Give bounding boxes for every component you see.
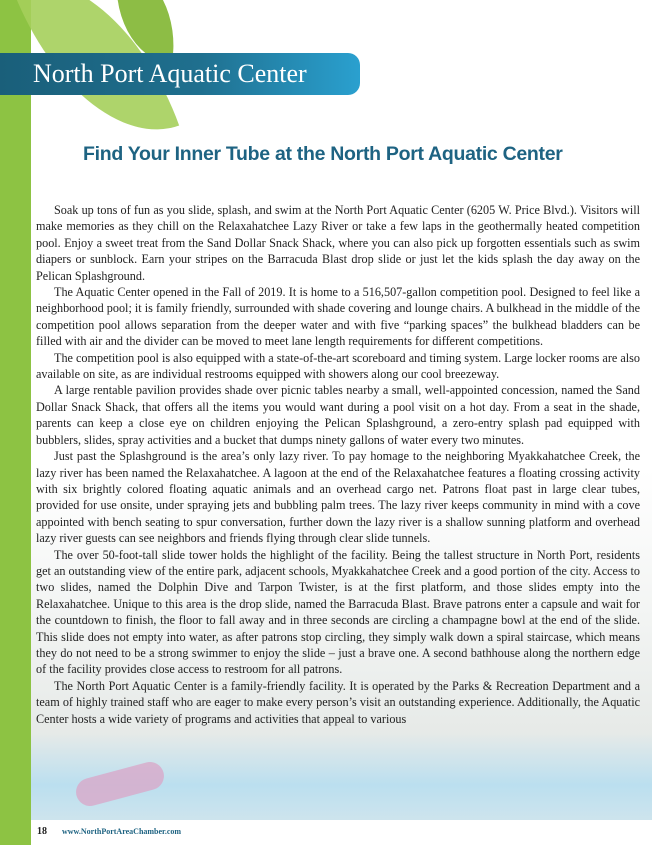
paragraph: Just past the Splashground is the area’s only lazy river. To pay homage to the neighboring Myakkahatchee Creek, the lazy river has been named the Relaxahatchee. A lagoon at the end of the Relaxahatchee features a floating crossing activity with six brightly colored floating aquatic animals and an overhead cargo net. Patrons float past in large clear tubes, provided for use onsite, under spraying jets and bubbling palm trees. The lazy river keeps community in mind with a cove appointed with bench seating to spur conversation, further down the lazy river is a shallow sunning platform and overhead lazy river guests can see neighbors and friends flying through clear slide tunnels. xyxy=(36,449,640,546)
paragraph: The North Port Aquatic Center is a family-friendly facility. It is operated by the Parks & Recreation Department and a team of highly trained staff who are eager to make every person’s visit an outstanding experience. Additionally, the Aquatic Center hosts a wide variety of programs and activities that appeal to various xyxy=(36,678,640,726)
article-title: Find Your Inner Tube at the North Port Aquatic Center xyxy=(83,143,563,165)
green-side-bar xyxy=(0,0,31,845)
paragraph: The Aquatic Center opened in the Fall of 2019. It is home to a 516,507-gallon competition pool. Designed to feel like a neighborhood pool; it is family friendly, surrounded with shade covering and lounge chairs. A bulkhead in the middle of the competition pool allows separation from the deeper water and with five “parking spaces” the bulkhead bladders can be filled with air and the divider can be moved to meet lane length requirements for different competitions. xyxy=(36,285,640,349)
footer-url: www.NorthPortAreaChamber.com xyxy=(62,827,182,836)
paragraph: The over 50-foot-tall slide tower holds the highlight of the facility. Being the tallest structure in North Port, residents get an outstanding view of the entire park, adjacent schools, Myakkahatchee Creek and a good portion of the city. Access to two slides, named the Dolphin Dive and Tarpon Twister, is at the first platform, and those slides empty into the Relaxahatchee. Unique to this area is the drop slide, named the Barracuda Blast. Brave patrons enter a capsule and wait for the countdown to finish, the floor to fall away and in three seconds are circling a champagne bowl at the end of the slide. This slide does not empty into water, as after patrons stop circling, they simply walk down a spiral staircase, which means they do not need to be a strong swimmer to enjoy the slide – just a brave one. A second bathhouse along the northern edge of the facility provides close access to restroom for all patrons. xyxy=(36,547,640,677)
page-number: 18 xyxy=(37,826,47,837)
article-body xyxy=(36,202,640,727)
banner-title: North Port Aquatic Center xyxy=(33,59,307,88)
paragraph: The competition pool is also equipped with a state-of-the-art scoreboard and timing system. Large locker rooms are also available on site, as are individual restrooms equipped with showers along our cool breezeway. xyxy=(36,350,640,382)
paragraph: Soak up tons of fun as you slide, splash, and swim at the North Port Aquatic Center (6205 W. Price Blvd.). Visitors will make memories as they chill on the Relaxahatchee Lazy River or take a few laps in the geothermally heated competition pool. Enjoy a sweet treat from the Sand Dollar Snack Shack, where you can also pick up forgotten essentials such as swim diapers or sunblock. Earn your stripes on the Barracuda Blast drop slide or just let the kids splash the day away on the Pelican Splashground. xyxy=(36,203,640,283)
paragraph: A large rentable pavilion provides shade over picnic tables nearby a small, well-appointed concession, named the Sand Dollar Snack Shack, that offers all the items you would want during a pool visit on a hot day. From a seat in the shade, parents can keep a close eye on children enjoying the Pelican Splashground, a zero-entry splash pad equipped with bubblers, slides, spray activities and a bucket that dumps ninety gallons of water every two minutes. xyxy=(36,383,640,447)
